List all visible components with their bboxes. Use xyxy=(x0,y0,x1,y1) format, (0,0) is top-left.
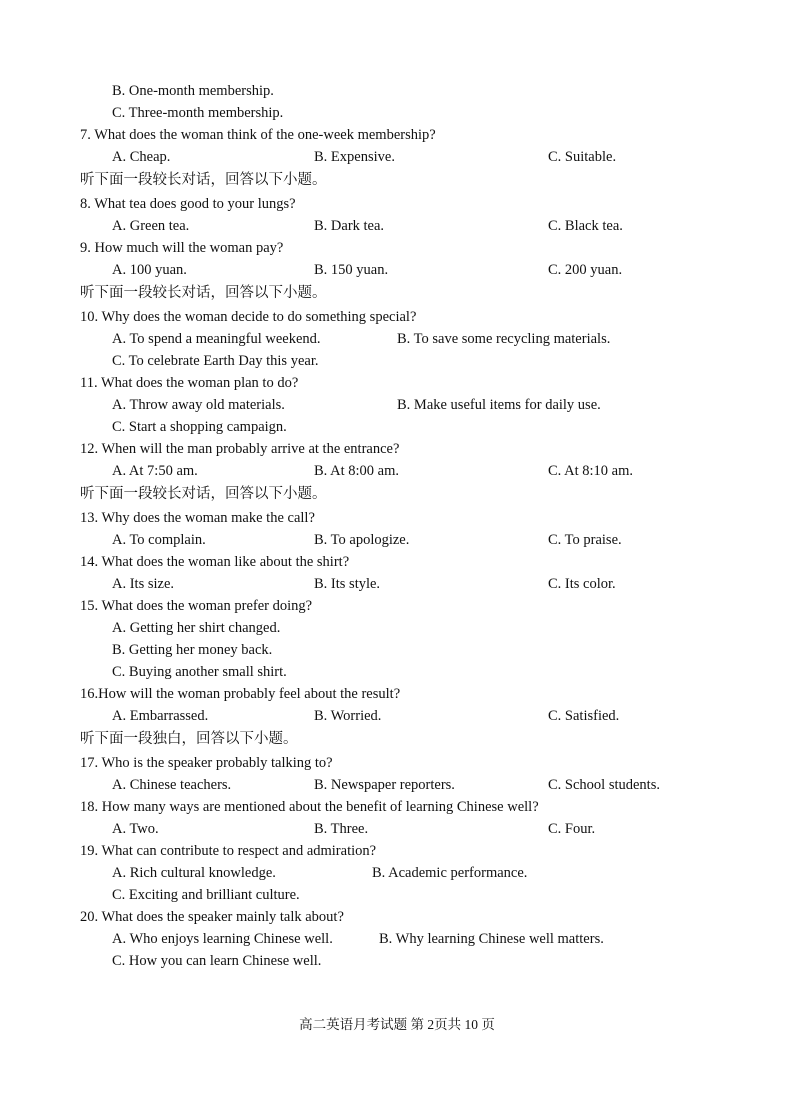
option-6b: B. One-month membership. xyxy=(112,83,274,99)
question-11: 11. What does the woman plan to do? xyxy=(80,375,299,391)
option-12c: C. At 8:10 am. xyxy=(548,463,633,479)
option-13c: C. To praise. xyxy=(548,532,622,548)
option-20b: B. Why learning Chinese well matters. xyxy=(379,931,604,947)
option-11b: B. Make useful items for daily use. xyxy=(397,397,601,413)
option-13b: B. To apologize. xyxy=(314,532,410,548)
option-14b: B. Its style. xyxy=(314,576,381,592)
option-8b: B. Dark tea. xyxy=(314,218,385,234)
question-8: 8. What tea does good to your lungs? xyxy=(80,196,296,212)
option-17a: A. Chinese teachers. xyxy=(112,777,232,793)
option-7c: C. Suitable. xyxy=(548,149,617,165)
option-15a: A. Getting her shirt changed. xyxy=(112,620,281,636)
option-20a: A. Who enjoys learning Chinese well. xyxy=(112,931,333,947)
option-17b: B. Newspaper reporters. xyxy=(314,777,455,793)
option-13a: A. To complain. xyxy=(112,532,206,548)
section-instruction: 听下面一段较长对话，回答以下小题。 xyxy=(80,486,327,502)
option-16c: C. Satisfied. xyxy=(548,708,620,724)
option-12b: B. At 8:00 am. xyxy=(314,463,399,479)
question-16: 16.How will the woman probably feel about the result? xyxy=(80,686,401,702)
section-instruction: 听下面一段较长对话，回答以下小题。 xyxy=(80,285,327,301)
option-19c: C. Exciting and brilliant culture. xyxy=(112,887,300,903)
question-15: 15. What does the woman prefer doing? xyxy=(80,598,313,614)
option-15b: B. Getting her money back. xyxy=(112,642,273,658)
option-12a: A. At 7:50 am. xyxy=(112,463,198,479)
option-9c: C. 200 yuan. xyxy=(548,262,623,278)
option-7b: B. Expensive. xyxy=(314,149,395,165)
question-20: 20. What does the speaker mainly talk about? xyxy=(80,909,344,925)
option-19a: A. Rich cultural knowledge. xyxy=(112,865,276,881)
section-instruction: 听下面一段独白，回答以下小题。 xyxy=(80,731,298,747)
question-18: 18. How many ways are mentioned about the benefit of learning Chinese well? xyxy=(80,799,539,815)
option-19b: B. Academic performance. xyxy=(372,865,528,881)
option-18a: A. Two. xyxy=(112,821,159,837)
option-14a: A. Its size. xyxy=(112,576,175,592)
option-11c: C. Start a shopping campaign. xyxy=(112,419,287,435)
page-footer: 高二英语月考试题 第 2页共 10 页 xyxy=(299,1017,495,1032)
option-16b: B. Worried. xyxy=(314,708,382,724)
option-10b: B. To save some recycling materials. xyxy=(397,331,611,347)
question-7: 7. What does the woman think of the one-week membership? xyxy=(80,127,436,143)
question-13: 13. Why does the woman make the call? xyxy=(80,510,315,526)
option-8c: C. Black tea. xyxy=(548,218,623,234)
option-14c: C. Its color. xyxy=(548,576,616,592)
option-10a: A. To spend a meaningful weekend. xyxy=(112,331,321,347)
question-12: 12. When will the man probably arrive at the entrance? xyxy=(80,441,400,457)
option-11a: A. Throw away old materials. xyxy=(112,397,285,413)
option-9b: B. 150 yuan. xyxy=(314,262,389,278)
option-8a: A. Green tea. xyxy=(112,218,190,234)
question-17: 17. Who is the speaker probably talking to? xyxy=(80,755,333,771)
option-10c: C. To celebrate Earth Day this year. xyxy=(112,353,319,369)
option-17c: C. School students. xyxy=(548,777,660,793)
option-15c: C. Buying another small shirt. xyxy=(112,664,287,680)
option-18b: B. Three. xyxy=(314,821,369,837)
question-9: 9. How much will the woman pay? xyxy=(80,240,284,256)
option-16a: A. Embarrassed. xyxy=(112,708,209,724)
question-10: 10. Why does the woman decide to do something special? xyxy=(80,309,417,325)
question-19: 19. What can contribute to respect and admiration? xyxy=(80,843,377,859)
option-18c: C. Four. xyxy=(548,821,596,837)
question-14: 14. What does the woman like about the shirt? xyxy=(80,554,350,570)
option-9a: A. 100 yuan. xyxy=(112,262,187,278)
option-7a: A. Cheap. xyxy=(112,149,171,165)
option-6c: C. Three-month membership. xyxy=(112,105,284,121)
option-20c: C. How you can learn Chinese well. xyxy=(112,953,322,969)
section-instruction: 听下面一段较长对话，回答以下小题。 xyxy=(80,172,327,188)
